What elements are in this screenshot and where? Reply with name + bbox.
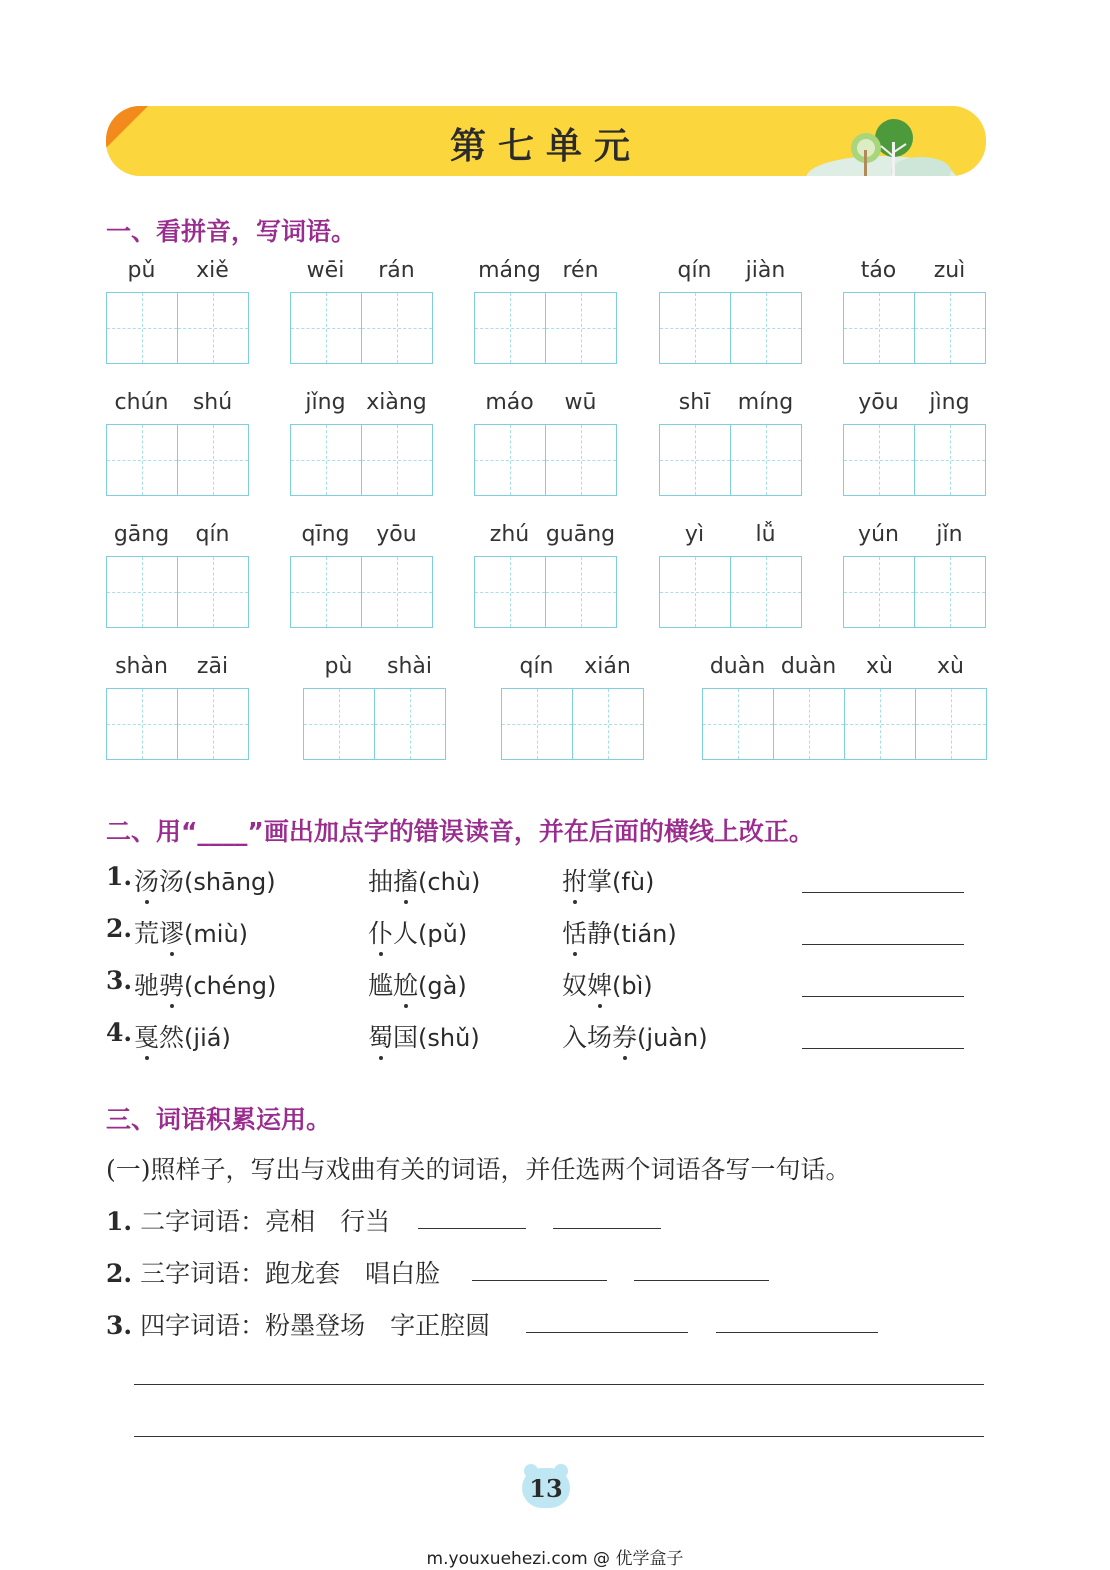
word-part: 国 [393, 1023, 419, 1052]
word-part: 掌 [587, 867, 613, 896]
pinyin-label [106, 522, 248, 550]
pinyin-row [0, 522, 1110, 632]
answer-blank[interactable] [634, 1280, 769, 1281]
pinyin-label [843, 390, 985, 418]
pinyin-reading: (pǔ) [418, 920, 468, 948]
word-with-pinyin [134, 862, 276, 898]
pinyin-syllable: xù [937, 654, 964, 679]
pinyin-label [290, 390, 432, 418]
writing-box [702, 688, 987, 760]
answer-blank[interactable] [472, 1280, 607, 1281]
tian-zi-ge-cell[interactable] [304, 689, 375, 759]
tian-zi-ge-cell[interactable] [362, 293, 432, 363]
pinyin-label [501, 654, 643, 682]
pinyin-syllable: xù [866, 654, 893, 679]
pinyin-label [843, 258, 985, 286]
pinyin-label [303, 654, 445, 682]
tian-zi-ge-cell[interactable] [291, 425, 362, 495]
writing-box [106, 424, 249, 496]
dotted-character: 恬 [562, 919, 588, 948]
dotted-character: 搐 [393, 867, 419, 896]
pinyin-label [290, 258, 432, 286]
pinyin-label [106, 390, 248, 418]
tian-zi-ge-cell[interactable] [915, 293, 985, 363]
footer-watermark: m.youxuehezi.com @ 优学盒子 [426, 1549, 684, 1569]
writing-box [659, 292, 802, 364]
pinyin-syllable: qín [519, 654, 554, 679]
tree-illustration-icon [806, 116, 956, 176]
pinyin-syllable: yì [684, 522, 705, 547]
tian-zi-ge-cell[interactable] [178, 293, 248, 363]
pinyin-syllable: shàn [115, 654, 168, 679]
word-part: 然 [159, 1023, 185, 1052]
pinyin-syllable: táo [860, 258, 897, 283]
word-part: 汤 [159, 867, 185, 896]
answer-blank[interactable] [553, 1228, 661, 1229]
pinyin-reading: (shāng) [184, 868, 276, 896]
row-number: 2. [106, 914, 133, 943]
pinyin-syllable: xiě [196, 258, 229, 283]
tian-zi-ge-cell[interactable] [844, 557, 915, 627]
word-with-pinyin [134, 1018, 231, 1054]
pinyin-syllable: shī [678, 390, 711, 415]
word-line-text: 四字词语：粉墨登场 字正腔圆 [140, 1311, 491, 1340]
pinyin-syllable: yún [858, 522, 899, 547]
pinyin-syllable: yōu [858, 390, 899, 415]
writing-box [659, 556, 802, 628]
word-line-number: 3. [106, 1311, 133, 1340]
pinyin-syllable: rén [562, 258, 599, 283]
writing-box [303, 688, 446, 760]
tian-zi-ge-cell[interactable] [475, 425, 546, 495]
pinyin-syllable: yōu [376, 522, 417, 547]
tian-zi-ge-cell[interactable] [916, 689, 986, 759]
tian-zi-ge-cell[interactable] [660, 557, 731, 627]
dotted-character: 仆 [368, 919, 394, 948]
tian-zi-ge-cell[interactable] [774, 689, 845, 759]
tian-zi-ge-cell[interactable] [573, 689, 643, 759]
row-number: 4. [106, 1018, 133, 1047]
pinyin-syllable: pù [324, 654, 353, 679]
correction-row [106, 914, 976, 954]
writing-box [474, 556, 617, 628]
pinyin-syllable: xián [584, 654, 631, 679]
pinyin-syllable: chún [114, 390, 169, 415]
word-with-pinyin [368, 862, 480, 898]
pinyin-syllable: zhú [489, 522, 530, 547]
tian-zi-ge-cell[interactable] [546, 425, 616, 495]
pinyin-syllable: wēi [306, 258, 345, 283]
writing-box [843, 424, 986, 496]
word-with-pinyin [134, 914, 248, 950]
dotted-character: 婢 [587, 971, 613, 1000]
row-number: 1. [106, 862, 133, 891]
pinyin-row [0, 258, 1110, 368]
tian-zi-ge-cell[interactable] [844, 293, 915, 363]
pinyin-row [0, 654, 1110, 764]
tian-zi-ge-cell[interactable] [844, 425, 915, 495]
answer-blank[interactable] [716, 1332, 878, 1333]
dotted-character: 戛 [134, 1023, 160, 1052]
pinyin-label [843, 522, 985, 550]
word-with-pinyin [134, 966, 276, 1002]
pinyin-label [659, 390, 801, 418]
writing-box [290, 556, 433, 628]
pinyin-label [106, 258, 248, 286]
answer-blank[interactable] [418, 1228, 526, 1229]
word-part: 静 [587, 919, 613, 948]
writing-box [106, 292, 249, 364]
pinyin-reading: (juàn) [637, 1024, 708, 1052]
page-number-badge [522, 1464, 570, 1508]
dotted-character: 汤 [134, 867, 160, 896]
word-part: 尴 [368, 971, 394, 1000]
word-with-pinyin [562, 1018, 708, 1054]
pinyin-syllable: lǚ [755, 522, 776, 547]
word-with-pinyin [368, 966, 467, 1002]
pinyin-syllable: rán [378, 258, 415, 283]
word-part: 驰 [134, 971, 160, 1000]
writing-box [290, 424, 433, 496]
correction-row [106, 966, 976, 1006]
pinyin-label [702, 654, 986, 682]
pinyin-label [474, 258, 616, 286]
tian-zi-ge-cell[interactable] [915, 557, 985, 627]
unit-banner [106, 106, 986, 176]
word-line-text: 三字词语：跑龙套 唱白脸 [140, 1259, 441, 1288]
word-line-1 [106, 1202, 390, 1238]
pinyin-syllable: duàn [709, 654, 766, 679]
writing-box [106, 688, 249, 760]
pinyin-reading: (chù) [418, 868, 481, 896]
pinyin-syllable: xiàng [366, 390, 427, 415]
pinyin-syllable: gāng [113, 522, 170, 547]
pinyin-reading: (tián) [612, 920, 677, 948]
pinyin-reading: (bì) [612, 972, 653, 1000]
sentence-writing-line[interactable] [134, 1436, 984, 1437]
dotted-character: 蜀 [368, 1023, 394, 1052]
word-with-pinyin [562, 966, 653, 1002]
tian-zi-ge-cell[interactable] [475, 557, 546, 627]
pinyin-syllable: jìng [929, 390, 970, 415]
writing-box [474, 292, 617, 364]
tian-zi-ge-cell[interactable] [915, 425, 985, 495]
tian-zi-ge-cell[interactable] [107, 293, 178, 363]
pinyin-label [106, 654, 248, 682]
tian-zi-ge-cell[interactable] [178, 689, 248, 759]
dotted-character: 券 [612, 1023, 638, 1052]
writing-box [106, 556, 249, 628]
tian-zi-ge-cell[interactable] [178, 557, 248, 627]
pinyin-label [659, 522, 801, 550]
word-line-number: 1. [106, 1207, 133, 1236]
word-part: 人 [393, 919, 419, 948]
tian-zi-ge-cell[interactable] [375, 689, 445, 759]
correction-row [106, 1018, 976, 1058]
pinyin-syllable: guāng [545, 522, 616, 547]
correction-blank[interactable] [802, 944, 964, 945]
tian-zi-ge-cell[interactable] [546, 557, 616, 627]
tian-zi-ge-cell[interactable] [291, 293, 362, 363]
pinyin-syllable: zuì [933, 258, 966, 283]
word-with-pinyin [368, 914, 467, 950]
pinyin-syllable: wū [564, 390, 597, 415]
tian-zi-ge-cell[interactable] [475, 293, 546, 363]
section3-intro: (一)照样子，写出与戏曲有关的词语，并任选两个词语各写一句话。 [106, 1155, 851, 1184]
tian-zi-ge-cell[interactable] [291, 557, 362, 627]
tian-zi-ge-cell[interactable] [731, 557, 801, 627]
unit-title: 第七单元 [449, 126, 642, 167]
word-part: 抽 [368, 867, 394, 896]
word-line-2 [106, 1254, 440, 1290]
pinyin-label [474, 390, 616, 418]
word-with-pinyin [368, 1018, 480, 1054]
tian-zi-ge-cell[interactable] [107, 689, 178, 759]
section3-heading: 三、词语积累运用。 [106, 1105, 332, 1134]
pinyin-reading: (chéng) [184, 972, 277, 1000]
answer-blank[interactable] [526, 1332, 688, 1333]
tian-zi-ge-cell[interactable] [845, 689, 916, 759]
pinyin-reading: (fù) [612, 868, 655, 896]
word-line-number: 2. [106, 1259, 133, 1288]
word-part: 奴 [562, 971, 588, 1000]
dotted-character: 谬 [159, 919, 185, 948]
pinyin-reading: (jiá) [184, 1024, 231, 1052]
pinyin-syllable: qín [195, 522, 230, 547]
sentence-writing-line[interactable] [134, 1384, 984, 1385]
pinyin-syllable: míng [737, 390, 794, 415]
pinyin-syllable: pǔ [127, 258, 156, 283]
writing-box [843, 556, 986, 628]
page-number: 13 [529, 1474, 563, 1503]
tian-zi-ge-cell[interactable] [703, 689, 774, 759]
word-part: 荒 [134, 919, 160, 948]
writing-box [474, 424, 617, 496]
pinyin-syllable: jiàn [745, 258, 786, 283]
pinyin-reading: (miù) [184, 920, 249, 948]
tian-zi-ge-cell[interactable] [178, 425, 248, 495]
pinyin-syllable: jǐng [305, 390, 346, 415]
section1-heading: 一、看拼音，写词语。 [106, 217, 357, 246]
tian-zi-ge-cell[interactable] [546, 293, 616, 363]
tian-zi-ge-cell[interactable] [107, 425, 178, 495]
word-line-text: 二字词语：亮相 行当 [140, 1207, 391, 1236]
writing-box [843, 292, 986, 364]
pinyin-row [0, 390, 1110, 500]
dotted-character: 骋 [159, 971, 185, 1000]
writing-box [501, 688, 644, 760]
word-part: 入场 [562, 1023, 613, 1052]
pinyin-syllable: duàn [780, 654, 837, 679]
word-line-3 [106, 1306, 490, 1342]
pinyin-syllable: zāi [196, 654, 229, 679]
pinyin-label [659, 258, 801, 286]
dotted-character: 拊 [562, 867, 588, 896]
tian-zi-ge-cell[interactable] [502, 689, 573, 759]
tian-zi-ge-cell[interactable] [107, 557, 178, 627]
section2-heading: 二、用“____”画出加点字的错误读音，并在后面的横线上改正。 [106, 817, 814, 846]
tian-zi-ge-cell[interactable] [362, 557, 432, 627]
pinyin-reading: (gà) [418, 972, 467, 1000]
writing-box [659, 424, 802, 496]
tian-zi-ge-cell[interactable] [362, 425, 432, 495]
pinyin-syllable: shài [387, 654, 432, 679]
pinyin-syllable: qín [677, 258, 712, 283]
pinyin-label [290, 522, 432, 550]
correction-blank[interactable] [802, 996, 964, 997]
tian-zi-ge-cell[interactable] [660, 293, 731, 363]
word-with-pinyin [562, 914, 677, 950]
dotted-character: 尬 [393, 971, 419, 1000]
correction-row [106, 862, 976, 902]
pinyin-reading: (shǔ) [418, 1024, 480, 1052]
pinyin-syllable: jǐn [936, 522, 963, 547]
pinyin-syllable: máo [485, 390, 534, 415]
correction-blank[interactable] [802, 892, 964, 893]
pinyin-syllable: máng [478, 258, 541, 283]
writing-box [290, 292, 433, 364]
pinyin-syllable: qīng [301, 522, 350, 547]
row-number: 3. [106, 966, 133, 995]
tian-zi-ge-cell[interactable] [660, 425, 731, 495]
word-with-pinyin [562, 862, 654, 898]
pinyin-label [474, 522, 616, 550]
tian-zi-ge-cell[interactable] [731, 425, 801, 495]
tian-zi-ge-cell[interactable] [731, 293, 801, 363]
pinyin-syllable: shú [192, 390, 233, 415]
correction-blank[interactable] [802, 1048, 964, 1049]
